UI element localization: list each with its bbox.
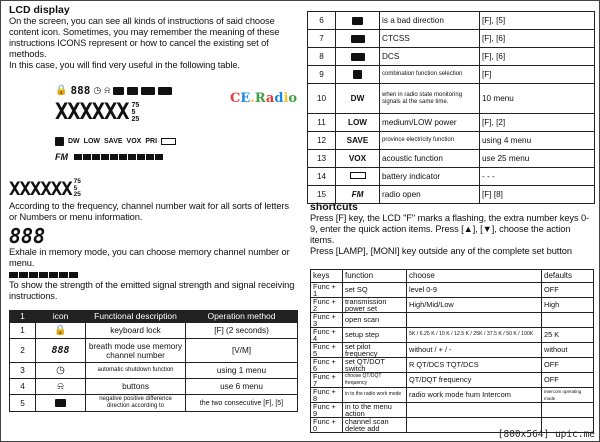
cell-op: [F] [8]	[480, 186, 595, 204]
th-keys: keys	[311, 270, 343, 283]
table-row	[311, 297, 594, 312]
cell-desc: radio open	[380, 186, 480, 204]
cell-desc: battery indicator	[380, 168, 480, 186]
f-icon	[336, 66, 380, 84]
cell-default: intercom operating mode	[542, 387, 594, 402]
table-row	[308, 168, 595, 186]
cell-desc: automatic shutdown function	[86, 363, 186, 379]
table-row	[308, 114, 595, 132]
th-defaults: defaults	[542, 270, 594, 283]
cell-op: [V/M]	[186, 339, 298, 363]
cell-desc: buttons	[86, 379, 186, 395]
cell-num: 2	[10, 339, 36, 363]
freq-text: According to the frequency, channel number wait for all sorts of letters or Numbers or menu information.	[9, 201, 289, 222]
brand-logo: CE.Radio	[230, 91, 298, 106]
table-row	[10, 363, 298, 379]
freq-num-5: 5	[73, 184, 78, 192]
plus-icon	[127, 87, 138, 95]
save-icon: SAVE	[336, 132, 380, 150]
lcd-step-numbers	[131, 102, 139, 123]
cell-num: 15	[308, 186, 336, 204]
cell-op: 10 menu	[480, 84, 595, 114]
cell-num: 3	[10, 363, 36, 379]
freq-segment-glyphs: XXXXXX	[9, 178, 72, 200]
table-row	[308, 12, 595, 30]
cell-function: choose QT/DQT frequency	[343, 372, 407, 387]
table-row	[10, 379, 298, 395]
table-row	[10, 339, 298, 363]
cell-num: 6	[308, 12, 336, 30]
cell-function: setup step	[343, 327, 407, 342]
cell-num: 1	[10, 323, 36, 339]
cell-key: Func + 8	[311, 387, 343, 402]
cell-function: open scan	[343, 312, 407, 327]
shortcuts-table	[310, 269, 594, 433]
table-header-row	[311, 270, 594, 283]
cell-desc: medium/LOW power	[380, 114, 480, 132]
bell-icon: ⍾	[104, 85, 111, 95]
shortcuts-section	[310, 201, 594, 257]
lcd-num-5: 5	[131, 109, 136, 116]
lcd-num-75: 75	[131, 102, 140, 109]
cell-desc: acoustic function	[380, 150, 480, 168]
battery-icon	[336, 168, 380, 186]
ct-icon	[336, 30, 380, 48]
lcd-illustration	[55, 82, 220, 166]
lcd-digit-block: 888	[70, 84, 91, 97]
shortcuts-text-2: Press [LAMP], [MONI] key outside any of the complete set button	[310, 246, 572, 256]
cell-num: 13	[308, 150, 336, 168]
cell-default: without	[542, 342, 594, 357]
lcd-label-row	[55, 137, 176, 146]
table-row	[311, 387, 594, 402]
table-row	[308, 84, 595, 114]
cell-key: Func + 1	[311, 282, 343, 297]
cell-function: set pilot frequency	[343, 342, 407, 357]
cell-default: High	[542, 297, 594, 312]
cell-choose	[407, 402, 542, 417]
shortcuts-text-1: Press [F] key, the LCD "F" marks a flashing, the extra number keys 0-9, enter the quick action items. Press [▲], [▼], choose the action items.	[310, 213, 590, 245]
lcd-top-row	[55, 84, 172, 97]
bell-icon: ⍾	[36, 379, 86, 395]
ct-icon	[141, 87, 155, 95]
cell-key: Func + 7	[311, 372, 343, 387]
lcd-label-save: SAVE	[104, 138, 123, 145]
clock-icon: ◷	[93, 85, 102, 95]
f-icon	[55, 137, 64, 146]
cell-default: OFF	[542, 357, 594, 372]
left-icon-table	[9, 310, 298, 412]
cell-num: 8	[308, 48, 336, 66]
cell-function: set SQ	[343, 282, 407, 297]
cell-key: Func + 3	[311, 312, 343, 327]
th-choose: choose	[407, 270, 542, 283]
cell-default	[542, 312, 594, 327]
table-row	[311, 402, 594, 417]
cell-num: 7	[308, 30, 336, 48]
cell-choose: level 0-9	[407, 282, 542, 297]
freq-segment-display	[9, 178, 297, 200]
cell-key: Func + 5	[311, 342, 343, 357]
signal-strength-bars	[74, 154, 163, 160]
cell-num: 10	[308, 84, 336, 114]
lcd-label-fm: FM	[55, 152, 68, 162]
cell-desc: negative positive difference direction according to	[86, 395, 186, 412]
cell-op: using 1 menu	[186, 363, 298, 379]
cell-choose: 5K / 6.25 K / 10 K / 12.5 K / 25K / 37.5 K / 50 K / 100K	[407, 327, 542, 342]
cell-choose: without / + / -	[407, 342, 542, 357]
lcd-num-25: 25	[131, 116, 140, 123]
cell-num: 14	[308, 168, 336, 186]
cell-default	[542, 402, 594, 417]
cell-function: in to the radio work mode	[343, 387, 407, 402]
lcd-label-dw: DW	[68, 138, 80, 145]
lcd-label-low: LOW	[83, 138, 100, 145]
table-row	[308, 150, 595, 168]
cell-key: Func + 4	[311, 327, 343, 342]
lcd-segment-display: XXXXXX	[55, 100, 129, 125]
cell-key: Func + 2	[311, 297, 343, 312]
cell-num: 12	[308, 132, 336, 150]
cell-desc: combination function selection	[380, 66, 480, 84]
battery-icon	[161, 138, 176, 145]
cell-op: [F] (2 seconds)	[186, 323, 298, 339]
strength-text: To show the strength of the emitted signal strength and signal receiving instructions.	[9, 280, 295, 301]
lock-icon: 🔒	[36, 323, 86, 339]
table-row	[308, 66, 595, 84]
cell-desc: when in radio state monitoring signals at the same time.	[380, 84, 480, 114]
th-icon: icon	[36, 311, 86, 323]
cell-key: Func + 0	[311, 417, 343, 432]
intro-text-2: In this case, you will find very useful in the following table.	[9, 60, 240, 70]
cell-default: OFF	[542, 372, 594, 387]
th-num: 1	[10, 311, 36, 323]
cell-choose	[407, 312, 542, 327]
freq-num-25: 25	[73, 191, 81, 199]
cell-op: [F]	[480, 66, 595, 84]
cell-op: use 25 menu	[480, 150, 595, 168]
cell-function: channel scan delete add	[343, 417, 407, 432]
cell-op: [F], [5]	[480, 12, 595, 30]
vox-icon: VOX	[336, 150, 380, 168]
table-row	[10, 323, 298, 339]
fm-icon: FM	[336, 186, 380, 204]
cell-op: use 6 menu	[186, 379, 298, 395]
cell-desc: DCS	[380, 48, 480, 66]
cell-desc: CTCSS	[380, 30, 480, 48]
dw-icon: DW	[336, 84, 380, 114]
lock-icon: 🔒	[55, 85, 68, 96]
cell-function: in to the menu action	[343, 402, 407, 417]
table-row	[311, 327, 594, 342]
cell-op: [F], [6]	[480, 30, 595, 48]
left-column	[9, 4, 297, 71]
cell-op: [F], [2]	[480, 114, 595, 132]
freq-step-numbers	[74, 179, 81, 199]
image-host-footer: [800x564] upic.me	[497, 429, 595, 440]
table-row	[311, 312, 594, 327]
plus-icon	[336, 12, 380, 30]
table-row	[308, 48, 595, 66]
table-row	[311, 372, 594, 387]
table-row	[311, 282, 594, 297]
cell-choose: QT/DQT frequency	[407, 372, 542, 387]
cell-desc: keyboard lock	[86, 323, 186, 339]
intro-text: On the screen, you can see all kinds of instructions of said choose content icon. Sometimes, you may remember the meaning of these instructions ICONS represent or how to cancel the existing set of methods.	[9, 16, 280, 59]
cell-default: OFF	[542, 282, 594, 297]
th-desc: Functional description	[86, 311, 186, 323]
memory-text: Exhale in memory mode, you can choose memory channel number or menu.	[9, 247, 290, 268]
cell-op: using 4 menu	[480, 132, 595, 150]
cell-choose: R QT/DCS TQT/DCS	[407, 357, 542, 372]
cell-choose: radio work mode hum Intercom	[407, 387, 542, 402]
table-row	[308, 30, 595, 48]
cell-desc: is a bad direction	[380, 12, 480, 30]
cell-op: the two consecutive [F], [5]	[186, 395, 298, 412]
dcs-icon	[158, 87, 172, 95]
table-row	[311, 342, 594, 357]
minus-icon	[36, 395, 86, 412]
th-op: Operation method	[186, 311, 298, 323]
freq-section	[9, 178, 297, 302]
cell-num: 11	[308, 114, 336, 132]
shortcuts-title: shortcuts	[310, 201, 358, 213]
lcd-display-title: LCD display	[9, 4, 70, 16]
lcd-segment-row	[55, 100, 139, 125]
cell-key: Func + 9	[311, 402, 343, 417]
right-icon-table	[307, 11, 595, 204]
lcd-label-pri: PRI	[145, 138, 158, 145]
lcd-bottom-row	[55, 152, 163, 162]
memory-digits-icon: 888	[36, 339, 86, 363]
cell-key: Func + 6	[311, 357, 343, 372]
cell-desc: breath mode use memory channel number	[86, 339, 186, 363]
cell-num: 4	[10, 379, 36, 395]
dcs-icon	[336, 48, 380, 66]
cell-default: 25 K	[542, 327, 594, 342]
low-icon: LOW	[336, 114, 380, 132]
cell-num: 5	[10, 395, 36, 412]
table-row	[311, 357, 594, 372]
strength-bars	[9, 272, 297, 278]
freq-num-75: 75	[73, 178, 81, 186]
cell-function: transmission power set	[343, 297, 407, 312]
table-row	[10, 395, 298, 412]
clock-icon: ◷	[36, 363, 86, 379]
table-row	[308, 132, 595, 150]
cell-desc: province electricity function	[380, 132, 480, 150]
minus-icon	[113, 87, 124, 95]
th-function: function	[343, 270, 407, 283]
cell-num: 9	[308, 66, 336, 84]
cell-choose: High/Mid/Low	[407, 297, 542, 312]
lcd-label-vox: VOX	[126, 138, 142, 145]
cell-op: - - -	[480, 168, 595, 186]
memory-digits: 888	[9, 224, 46, 248]
cell-function: set QT/DOT switch	[343, 357, 407, 372]
table-header-row	[10, 311, 298, 323]
cell-op: [F], [6]	[480, 48, 595, 66]
